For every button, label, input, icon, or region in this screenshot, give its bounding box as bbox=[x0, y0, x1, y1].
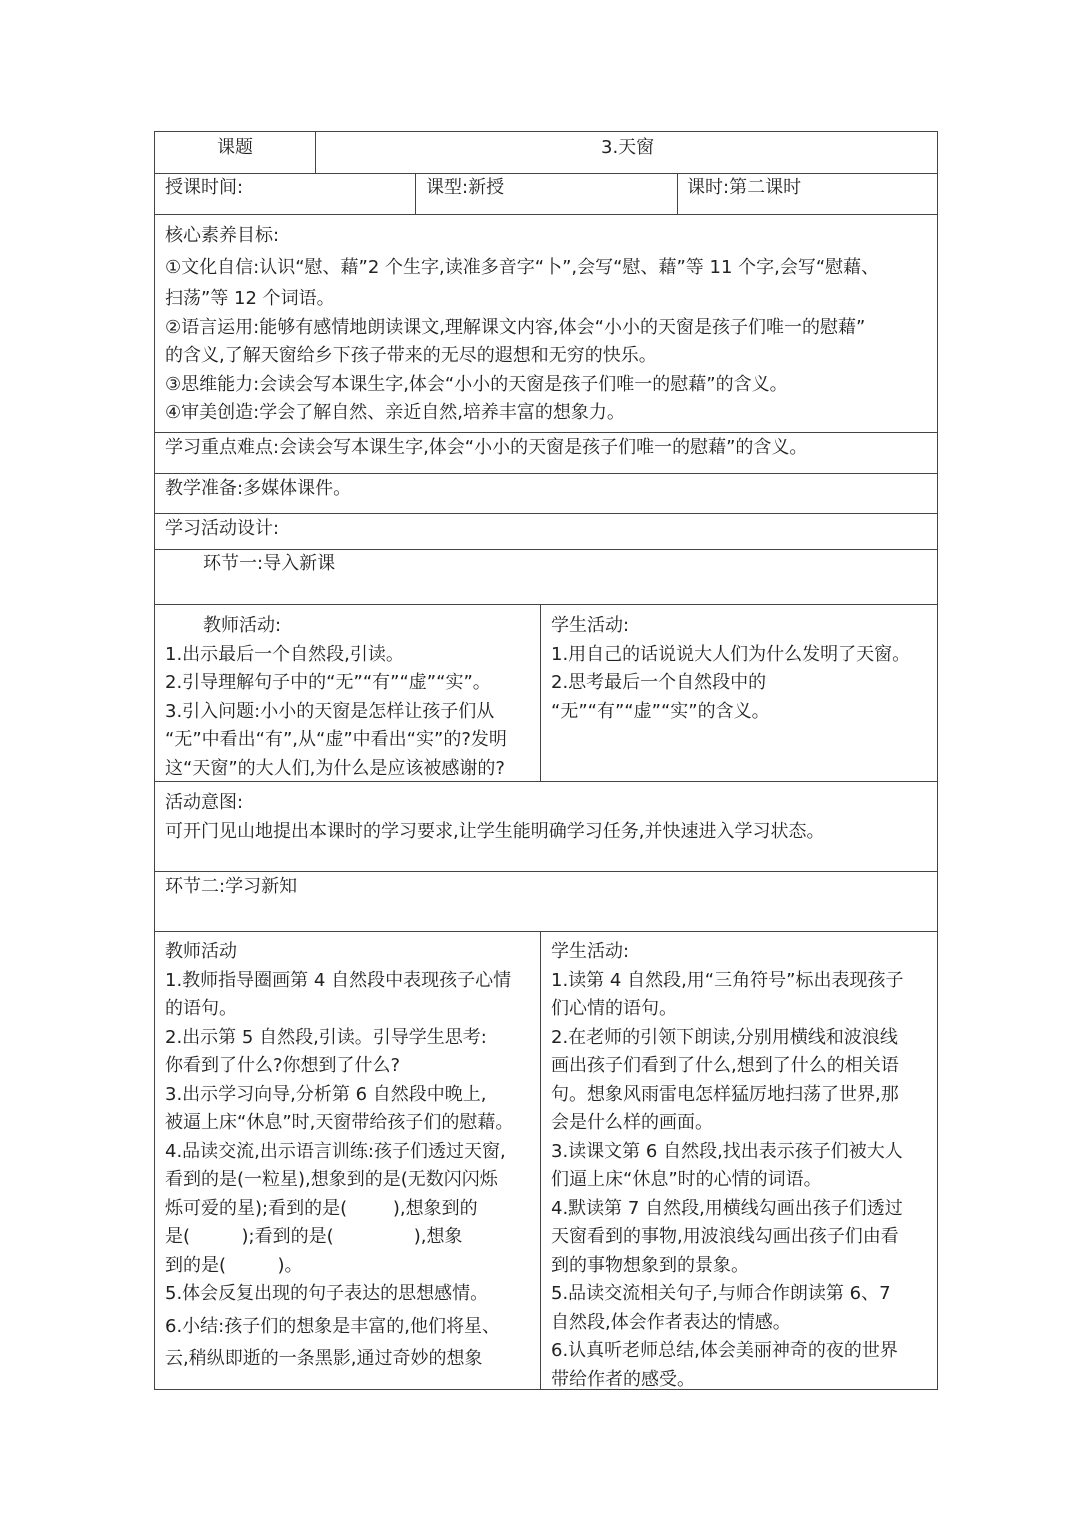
student-heading: 学生活动: bbox=[551, 941, 630, 962]
core-goals bbox=[165, 222, 879, 428]
goal-line: 扫荡”等 12 个词语。 bbox=[165, 288, 335, 309]
teacher-line: 这“天窗”的大人们,为什么是应该被感谢的? bbox=[165, 757, 505, 779]
goals-title: 核心素养目标: bbox=[165, 225, 280, 246]
teacher-line: 云,稍纵即逝的一条黑影,通过奇妙的想象 bbox=[165, 1348, 483, 1369]
intent-title: 活动意图: bbox=[165, 792, 244, 813]
col-divider bbox=[540, 931, 541, 1390]
row-divider bbox=[155, 931, 937, 932]
student-line: 2.在老师的引领下朗读,分别用横线和波浪线 bbox=[551, 1026, 898, 1048]
goal-line: ③思维能力:会读会写本课生字,体会“小小的天窗是孩子们唯一的慰藉”的含义。 bbox=[165, 373, 788, 395]
student-line: 带给作者的感受。 bbox=[551, 1368, 695, 1390]
student-line: “无”“有”“虚”“实”的含义。 bbox=[551, 700, 770, 722]
col-divider bbox=[315, 132, 316, 173]
intent-text: 可开门见山地提出本课时的学习要求,让学生能明确学习任务,并快速进入学习状态。 bbox=[165, 820, 825, 842]
lesson-period: 课时:第二课时 bbox=[687, 177, 802, 198]
teacher-line: 3.出示学习向导,分析第 6 自然段中晚上, bbox=[165, 1083, 487, 1105]
teacher-line: 6.小结:孩子们的想象是丰富的,他们将星、 bbox=[165, 1315, 500, 1337]
teacher-line: 到的是( )。 bbox=[165, 1254, 303, 1276]
student-line: 6.认真听老师总结,体会美丽神奇的夜的世界 bbox=[551, 1340, 898, 1361]
student-line: 5.品读交流相关句子,与师合作朗读第 6、7 bbox=[551, 1283, 891, 1304]
teacher-line: 的语句。 bbox=[165, 998, 237, 1019]
teacher-line: 2.引导理解句子中的“无”“有”“虚”“实”。 bbox=[165, 672, 491, 693]
row-divider bbox=[155, 432, 937, 433]
col-divider bbox=[540, 604, 541, 781]
teacher-heading: 教师活动 bbox=[165, 941, 237, 962]
topic-label: 课题 bbox=[217, 137, 253, 158]
student-line: 句。想象风雨雷电怎样猛厉地扫荡了世界,那 bbox=[551, 1083, 899, 1105]
stage2-teacher-activity bbox=[165, 938, 513, 1374]
teacher-line: 看到的是(一粒星),想象到的是(无数闪闪烁 bbox=[165, 1169, 498, 1190]
student-line: 们逼上床“休息”时的心情的词语。 bbox=[551, 1169, 822, 1190]
student-line: 到的事物想象到的景象。 bbox=[551, 1254, 749, 1276]
teacher-line: 3.引入问题:小小的天窗是怎样让孩子们从 bbox=[165, 700, 495, 722]
student-line: 1.用自己的话说说大人们为什么发明了天窗。 bbox=[551, 643, 911, 665]
goal-line: ④审美创造:学会了解自然、亲近自然,培养丰富的想象力。 bbox=[165, 402, 625, 423]
stage1-teacher-activity bbox=[165, 612, 507, 783]
stage1-student-activity bbox=[551, 612, 910, 726]
student-line: 画出孩子们看到了什么,想到了什么的相关语 bbox=[551, 1055, 899, 1076]
teacher-line: 4.品读交流,出示语言训练:孩子们透过天窗, bbox=[165, 1140, 506, 1162]
teaching-preparation: 教学准备:多媒体课件。 bbox=[165, 478, 352, 499]
row-divider bbox=[155, 214, 937, 215]
student-line: 2.思考最后一个自然段中的 bbox=[551, 672, 767, 693]
row-divider bbox=[155, 513, 937, 514]
student-line: 天窗看到的事物,用波浪线勾画出孩子们由看 bbox=[551, 1226, 899, 1247]
row-divider bbox=[155, 871, 937, 872]
teacher-line: 是( );看到的是( ),想象 bbox=[165, 1226, 463, 1247]
stage2-student-activity bbox=[551, 938, 903, 1394]
row-divider bbox=[155, 473, 937, 474]
stage2-title: 环节二:学习新知 bbox=[165, 876, 298, 897]
activity-intent bbox=[165, 789, 824, 846]
student-line: 们心情的语句。 bbox=[551, 998, 677, 1019]
class-time-label: 授课时间: bbox=[165, 177, 244, 198]
col-divider bbox=[677, 173, 678, 214]
teacher-line: 1.出示最后一个自然段,引读。 bbox=[165, 643, 404, 665]
goal-line: ①文化自信:认识“慰、藉”2 个生字,读准多音字“卜”,会写“慰、藉”等 11 个字,会写“慰藉、 bbox=[165, 256, 880, 278]
key-points: 学习重点难点:会读会写本课生字,体会“小小的天窗是孩子们唯一的慰藉”的含义。 bbox=[165, 437, 808, 458]
teacher-line: 被逼上床“休息”时,天窗带给孩子们的慰藉。 bbox=[165, 1112, 514, 1133]
goal-line: 的含义,了解天窗给乡下孩子带来的无尽的遐想和无穷的快乐。 bbox=[165, 345, 657, 366]
col-divider bbox=[415, 173, 416, 214]
teacher-line: 1.教师指导圈画第 4 自然段中表现孩子心情 bbox=[165, 969, 512, 991]
teacher-line: “无”中看出“有”,从“虚”中看出“实”的?发明 bbox=[165, 729, 507, 750]
student-line: 3.读课文第 6 自然段,找出表示孩子们被大人 bbox=[551, 1140, 903, 1162]
lesson-type: 课型:新授 bbox=[426, 177, 505, 198]
activity-design-title: 学习活动设计: bbox=[165, 518, 280, 539]
student-line: 1.读第 4 自然段,用“三角符号”标出表现孩子 bbox=[551, 969, 904, 991]
student-line: 4.默读第 7 自然段,用横线勾画出孩子们透过 bbox=[551, 1197, 903, 1219]
lesson-plan-table bbox=[154, 131, 938, 1390]
teacher-line: 2.出示第 5 自然段,引读。引导学生思考: bbox=[165, 1026, 487, 1048]
teacher-line: 你看到了什么?你想到了什么? bbox=[165, 1055, 401, 1076]
teacher-heading: 教师活动: bbox=[203, 615, 282, 636]
topic-value: 3.天窗 bbox=[601, 137, 655, 158]
teacher-line: 烁可爱的星);看到的是( ),想象到的 bbox=[165, 1197, 478, 1219]
row-divider bbox=[155, 604, 937, 605]
row-divider bbox=[155, 173, 937, 174]
stage1-title: 环节一:导入新课 bbox=[203, 553, 336, 574]
goal-line: ②语言运用:能够有感情地朗读课文,理解课文内容,体会“小小的天窗是孩子们唯一的慰藉” bbox=[165, 316, 866, 338]
student-line: 自然段,体会作者表达的情感。 bbox=[551, 1311, 791, 1333]
student-heading: 学生活动: bbox=[551, 615, 630, 636]
student-line: 会是什么样的画面。 bbox=[551, 1112, 713, 1133]
teacher-line: 5.体会反复出现的句子表达的思想感情。 bbox=[165, 1283, 489, 1304]
